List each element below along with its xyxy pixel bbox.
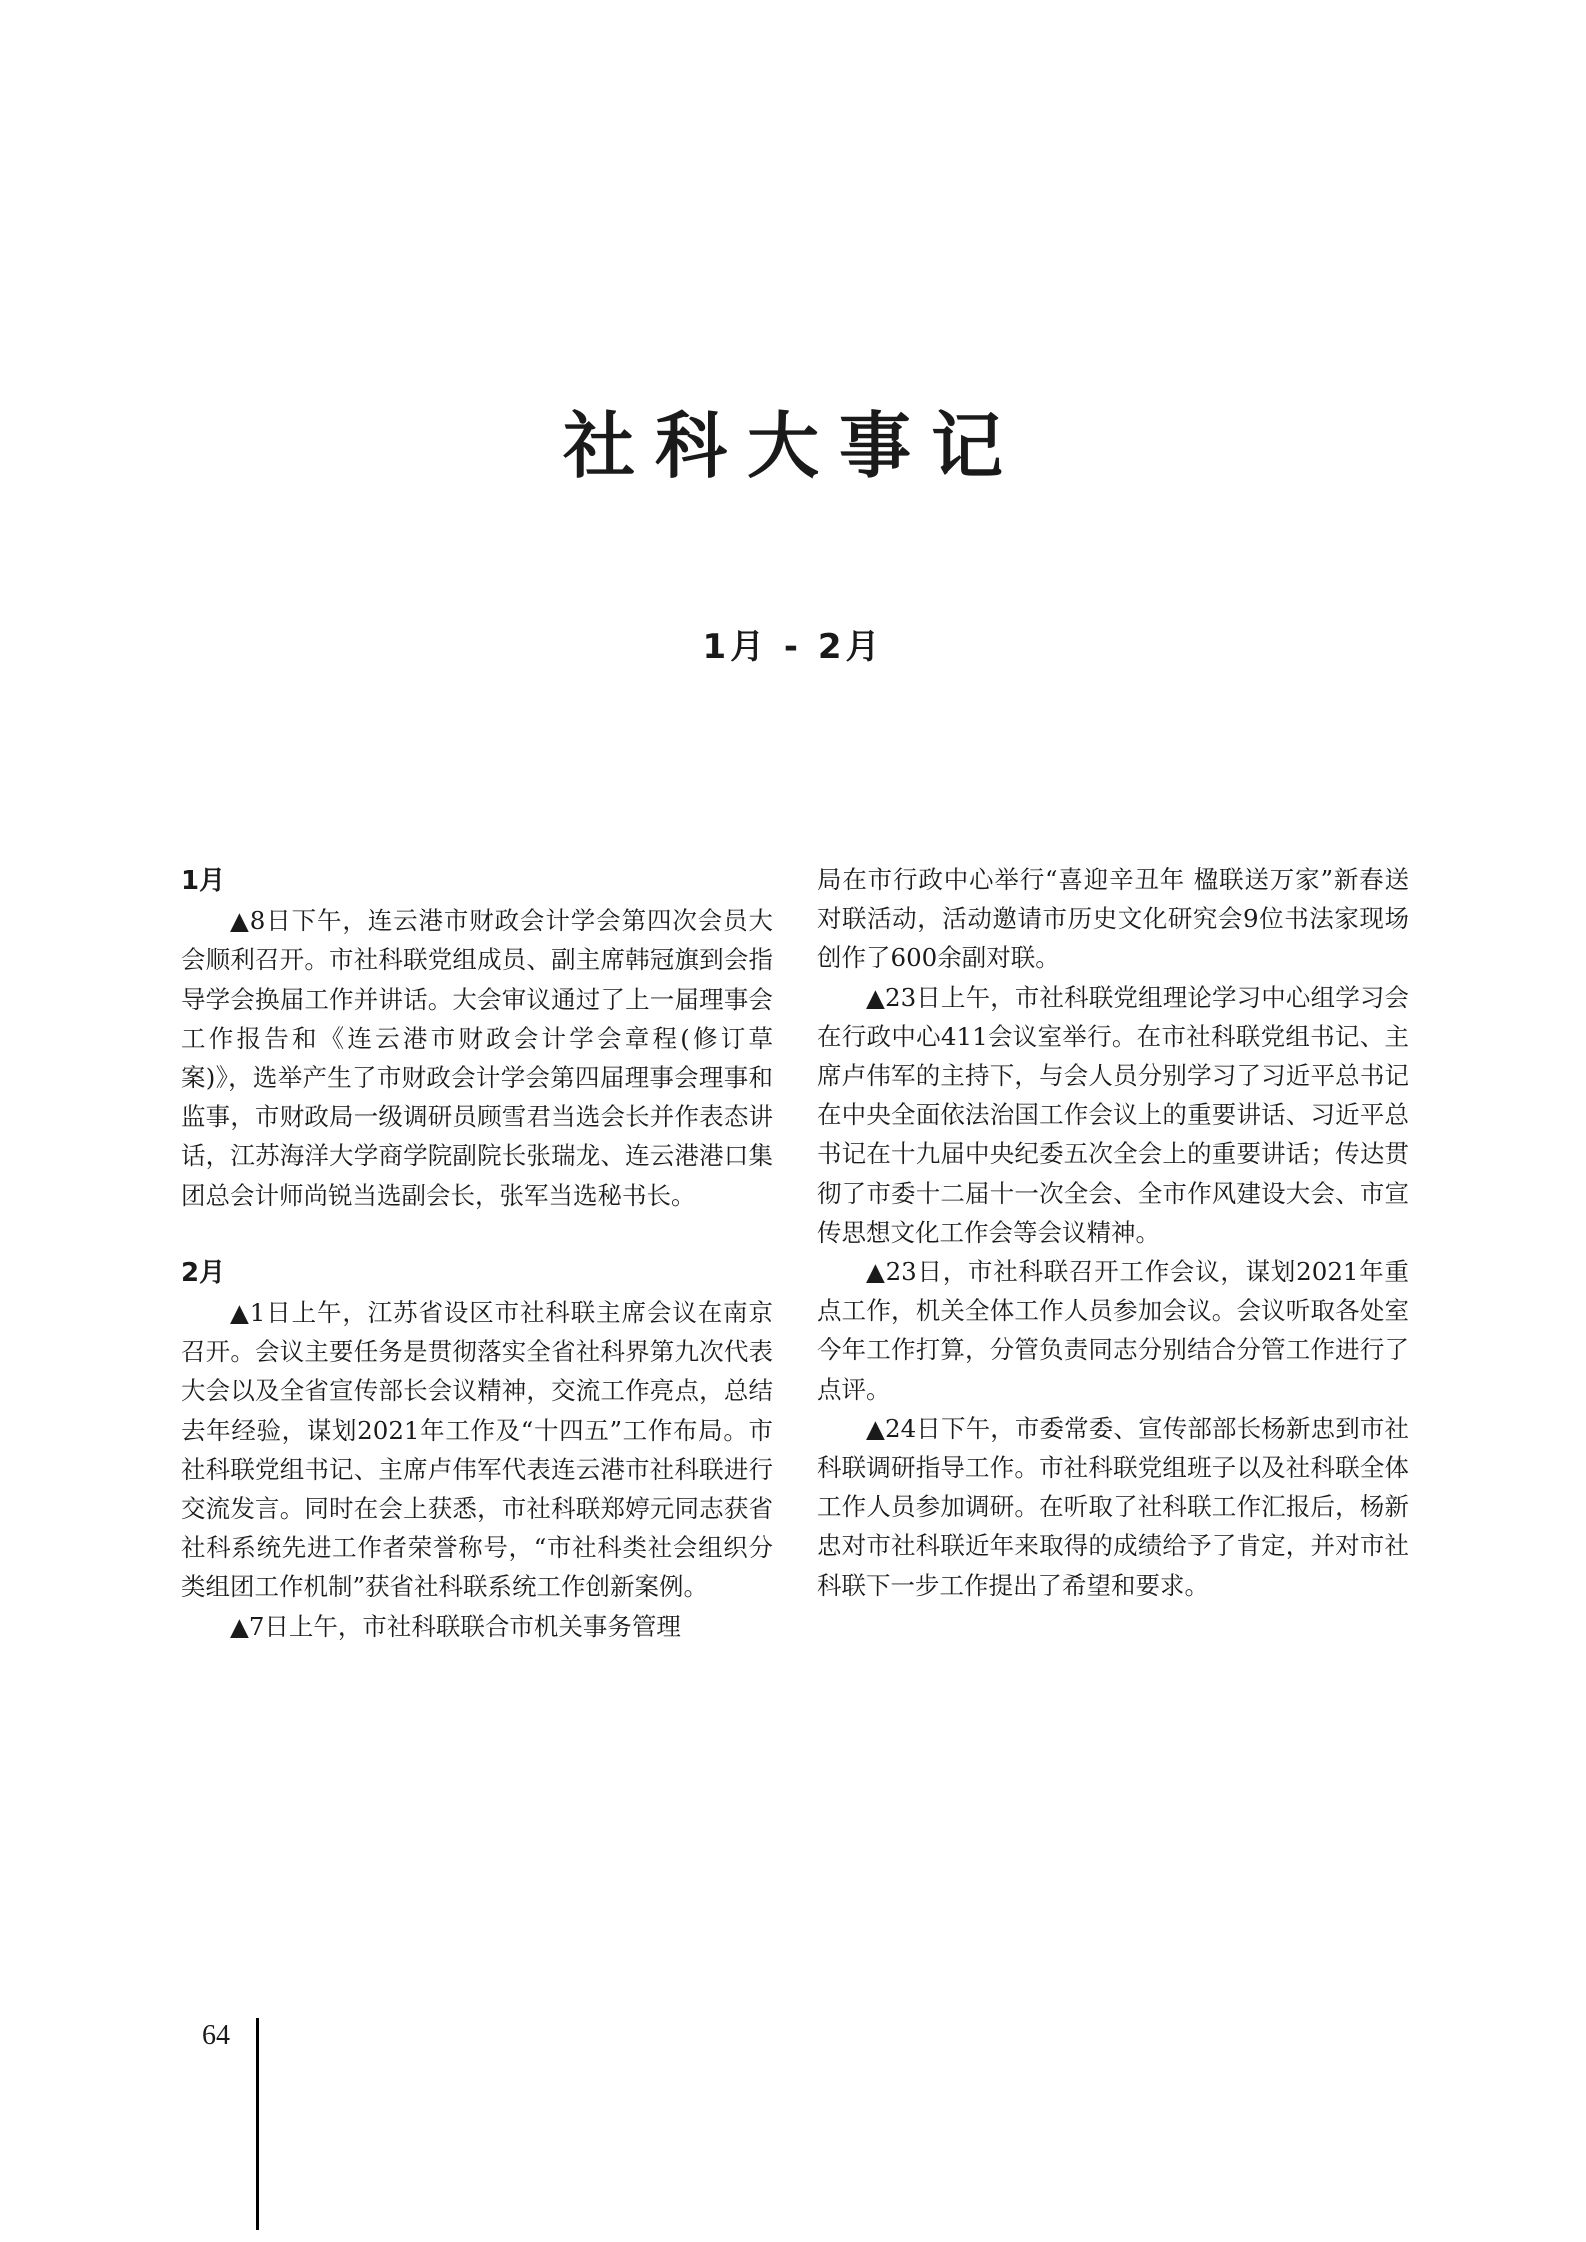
- page-number: 64: [202, 2020, 230, 2051]
- entry-feb-7-continued: 局在市行政中心举行“喜迎辛丑年 楹联送万家”新春送对联活动，活动邀请市历史文化研究会9位书法家现场创作了600余副对联。: [817, 865, 1409, 973]
- left-column: [181, 862, 773, 1646]
- section-spacer: [181, 1215, 773, 1254]
- entry-feb-7: ▲7日上午，市社科联联合市机关事务管理: [230, 1611, 681, 1641]
- entry-feb-23-study: ▲23日上午，市社科联党组理论学习中心组学习会在行政中心411会议室举行。在市社科联党组书记、主席卢伟军的主持下，与会人员分别学习了习近平总书记在中央全面依法治国工作会议上的重要讲话、习近平总书记在十九届中央纪委五次全会上的重要讲话；传达贯彻了市委十二届十一次全会、全市作风建设大会、市宣传思想文化工作会等会议精神。: [817, 982, 1409, 1247]
- month-heading-january: 1月: [181, 866, 226, 896]
- month-heading-february: 2月: [181, 1257, 226, 1288]
- entry-jan-8: ▲8日下午，连云港市财政会计学会第四次会员大会顺利召开。市社科联党组成员、副主席韩冠旗到会指导学会换届工作并讲话。大会审议通过了上一届理事会工作报告和《连云港市财政会计学会章程(修订草案)》，选举产生了市财政会计学会第四届理事会理事和监事，市财政局一级调研员顾雪君当选会长并作表态讲话，江苏海洋大学商学院副院长张瑞龙、连云港港口集团总会计师尚锐当选副会长，张军当选秘书长。: [181, 906, 773, 1210]
- entry-feb-1: ▲1日上午，江苏省设区市社科联主席会议在南京召开。会议主要任务是贯彻落实全省社科界第九次代表大会以及全省宣传部长会议精神，交流工作亮点，总结去年经验，谋划2021年工作及“十四五”工作布局。市社科联党组书记、主席卢伟军代表连云港市社科联进行交流发言。同时在会上获悉，市社科联郑婷元同志获省社科系统先进工作者荣誉称号，“市社科类社会组织分类组团工作机制”获省社科联系统工作创新案例。: [181, 1298, 773, 1602]
- page-subtitle: 1月 - 2月: [702, 627, 884, 667]
- right-column: [817, 860, 1409, 1605]
- page-title: 社科大事记: [562, 403, 1023, 488]
- footer-vertical-rule: [256, 2018, 259, 2230]
- entry-feb-23-meeting: ▲23日，市社科联召开工作会议，谋划2021年重点工作，机关全体工作人员参加会议。会议听取各处室今年工作打算，分管负责同志分别结合分管工作进行了点评。: [817, 1257, 1409, 1404]
- entry-feb-24: ▲24日下午，市委常委、宣传部部长杨新忠到市社科联调研指导工作。市社科联党组班子以及社科联全体工作人员参加调研。在听取了社科联工作汇报后，杨新忠对市社科联近年来取得的成绩给予了肯定，并对市社科联下一步工作提出了希望和要求。: [817, 1413, 1409, 1600]
